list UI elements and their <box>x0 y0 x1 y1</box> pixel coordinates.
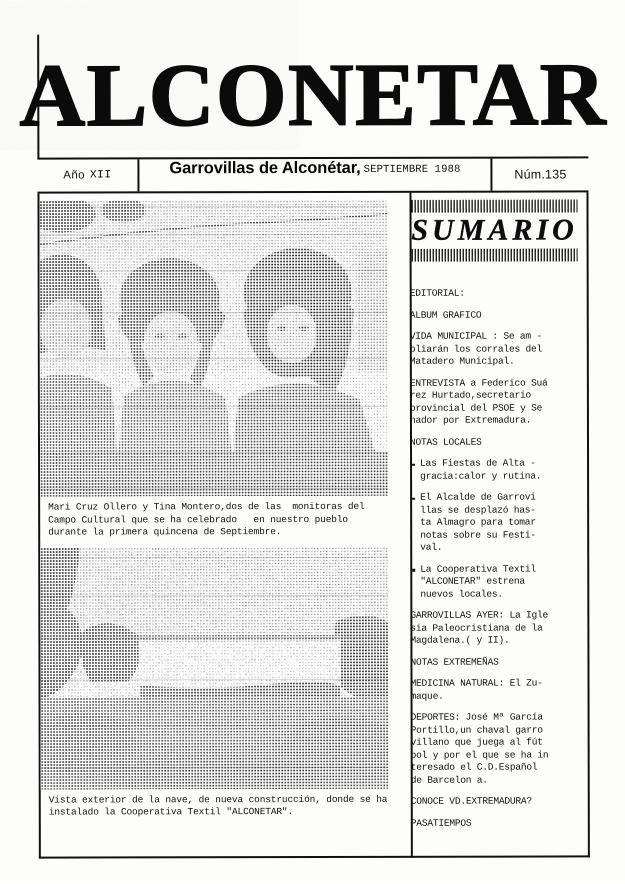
hatched-rule-top-icon <box>411 199 577 212</box>
sumario-item[interactable] <box>410 677 590 702</box>
masthead <box>18 35 607 156</box>
year-label: Año <box>63 169 85 182</box>
sumario-bullet-item[interactable] <box>410 491 590 554</box>
bullet-dot-icon <box>412 497 415 500</box>
sumario-item-label: DEPORTES: José Mª García Portillo,un chaval garro villano que juega al fút bol y por el que se ha in teresado el C.D.Español de Barcelon a. <box>410 711 549 786</box>
sumario-item-label: CONOCE VD.EXTREMADURA? <box>410 795 532 807</box>
photo-monitoras <box>39 200 388 497</box>
sumario-contents-list <box>410 287 591 829</box>
sumario-item-label: PASATIEMPOS <box>410 817 472 829</box>
sumario-item[interactable] <box>410 330 590 368</box>
sumario-item-label: EDITORIAL: <box>409 287 465 299</box>
sumario-item-label: NOTAS LOCALES <box>409 436 482 448</box>
sumario-item[interactable] <box>411 817 591 830</box>
hatched-rule-bottom-icon <box>412 248 578 261</box>
photo-nave <box>40 547 389 790</box>
sumario-item-label: VIDA MUNICIPAL : Se am - pliarán los corrales del Matadero Municipal. <box>409 330 543 367</box>
year-cell <box>37 159 137 191</box>
issue-header-bar <box>37 158 588 193</box>
photo-monitoras-caption: Mari Cruz Ollero y Tina Montero,dos de las monitoras del Campo Cultural que se ha celebrado en nuestro pueblo durante la primera quincena de Septiembre. <box>48 500 371 538</box>
sumario-item[interactable] <box>410 377 590 427</box>
sumario-item[interactable] <box>411 711 591 786</box>
bullet-dot-icon <box>412 463 415 466</box>
issue-date: SEPTIEMBRE 1988 <box>363 163 461 176</box>
publication-place-cell <box>137 159 492 192</box>
bullet-dot-icon <box>412 569 415 572</box>
sumario-item-label: MEDICINA NATURAL: El Zu- maque. <box>410 677 543 702</box>
sumario-bullet-item[interactable] <box>410 563 590 601</box>
sumario-item[interactable] <box>410 609 590 647</box>
sumario-item-label: Las Fiestas de Alta - gracia:calor y rutina. <box>420 457 542 482</box>
publication-place: Garrovillas de Alconétar, <box>169 158 361 178</box>
sumario-item-label: ALBUM GRAFICO <box>409 309 482 321</box>
issue-number: Núm.135 <box>514 167 567 182</box>
sumario-item-label: El Alcalde de Garrovi llas se desplazó has- ta Almagro para tomar notas sobre su Festi- val. <box>420 491 536 553</box>
sumario-item-label: La Cooperativa Textil "ALCONETAR" estrena nuevos locales. <box>420 563 536 600</box>
sumario-item[interactable] <box>410 287 590 300</box>
left-column <box>39 200 393 820</box>
photo-nave-image <box>40 547 389 790</box>
year-value: XII <box>89 169 112 182</box>
sumario-heading: SUMARIO <box>411 213 578 247</box>
sumario-item-label: GARROVILLAS AYER: La Igle sia Paleocristiana de la Magdalena.( y II). <box>410 609 549 646</box>
photo-monitoras-image <box>39 200 388 497</box>
sumario-item-label: NOTAS EXTREMEÑAS <box>410 656 499 668</box>
sumario-item[interactable] <box>410 656 590 669</box>
sumario-bullet-item[interactable] <box>410 457 590 482</box>
masthead-title: ALCONETAR <box>18 45 607 146</box>
sumario-column <box>409 199 590 838</box>
sumario-item[interactable] <box>411 795 591 808</box>
photo-nave-caption: Vista exterior de la nave, de nueva construcción, donde se ha instalado la Cooperativa Textil "ALCONETAR". <box>48 793 393 818</box>
sumario-item[interactable] <box>410 436 590 449</box>
sumario-item-label: ENTREVISTA a Federico Suá rez Hurtado,secretario provincial del PSOE y Se nador por Extremadura. <box>409 377 548 426</box>
sumario-item[interactable] <box>410 309 590 322</box>
issue-number-cell <box>492 158 588 190</box>
